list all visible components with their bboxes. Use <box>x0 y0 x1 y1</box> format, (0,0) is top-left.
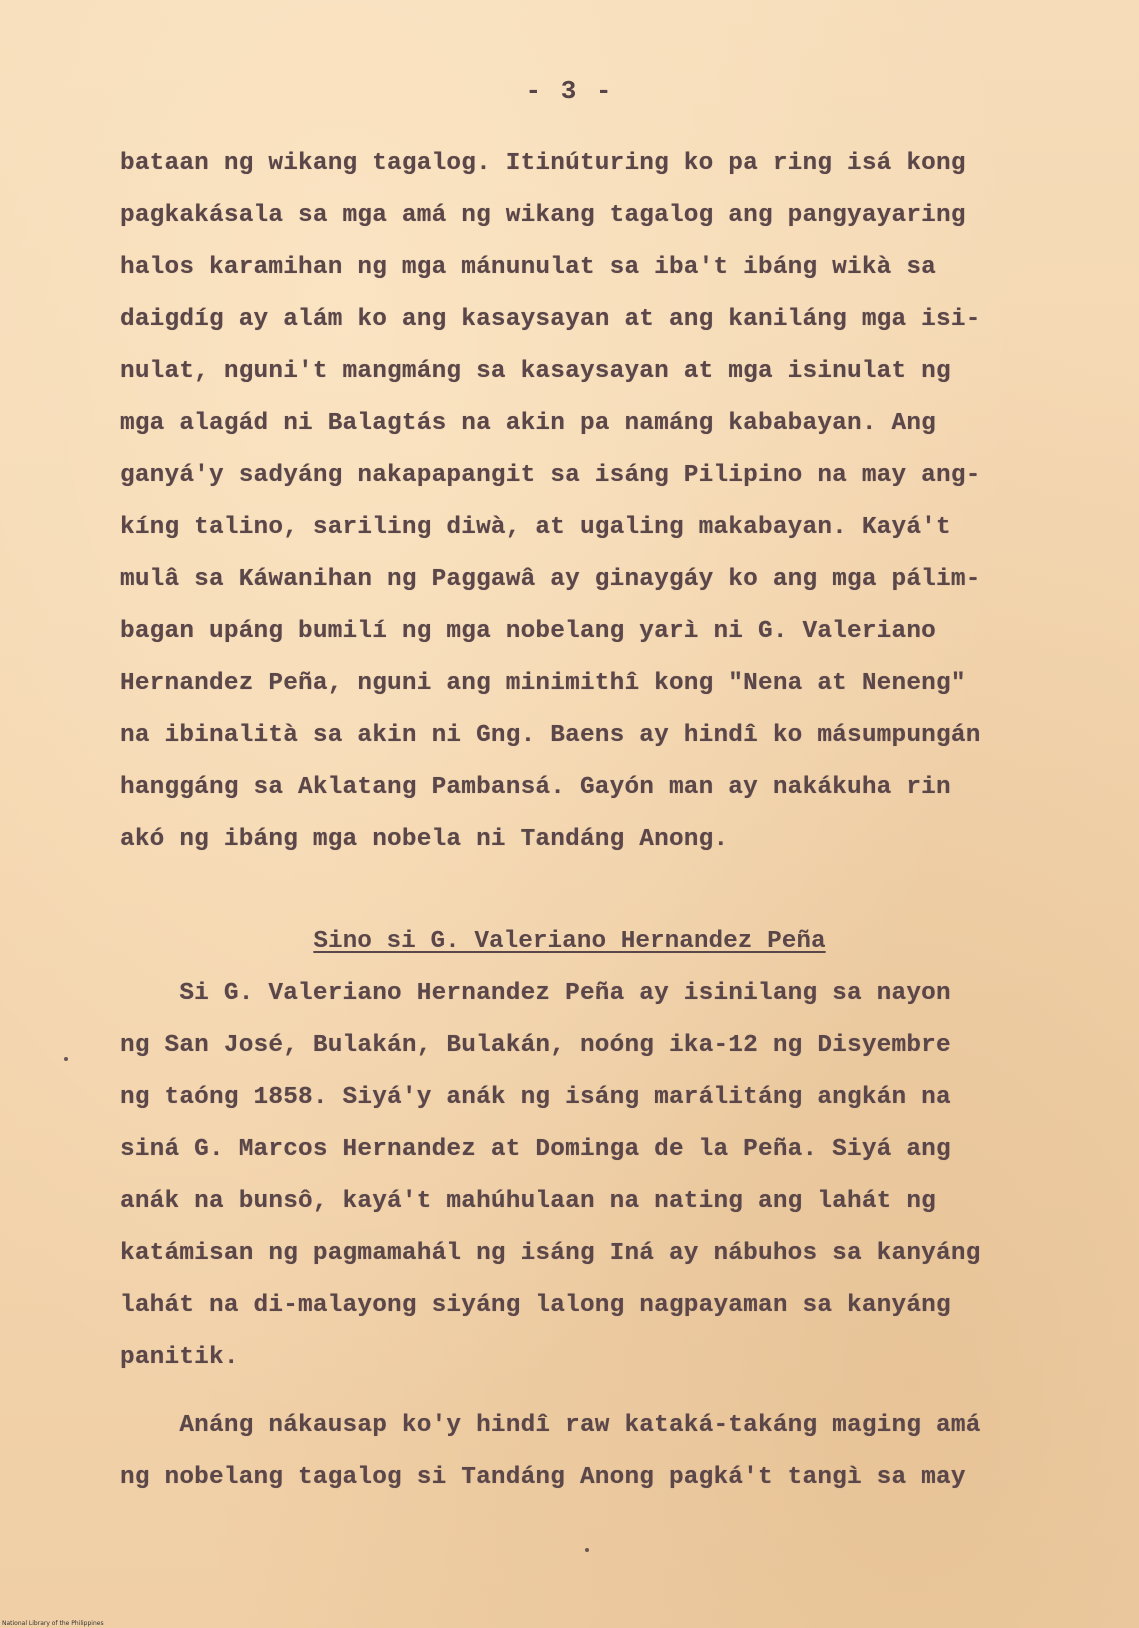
ink-speck <box>585 1548 589 1552</box>
text-line: na ibinalità sa akin ni Gng. Baens ay hindî ko másumpungán <box>120 722 981 749</box>
text-line: mulâ sa Káwanihan ng Paggawâ ay ginaygáy ko ang mga pálim- <box>120 566 981 593</box>
text-line: panitik. <box>120 1344 239 1371</box>
text-line: halos karamihan ng mga mánunulat sa iba't ibáng wikà sa <box>120 254 937 281</box>
text-line: siná G. Marcos Hernandez at Dominga de la Peña. Siyá ang <box>120 1136 951 1163</box>
text-line: pagkakásala sa mga amá ng wikang tagalog ang pangyayaring <box>120 202 966 229</box>
text-line: ng nobelang tagalog si Tandáng Anong pagká't tangì sa may <box>120 1464 966 1491</box>
text-line: anák na bunsô, kayá't mahúhulaan na nating ang lahát ng <box>120 1188 937 1215</box>
text-line: kíng talino, sariling diwà, at ugaling makabayan. Kayá't <box>120 514 951 541</box>
text-line: akó ng ibáng mga nobela ni Tandáng Anong. <box>120 826 729 853</box>
text-line: ng taóng 1858. Siyá'y anák ng isáng marálitáng angkán na <box>120 1084 951 1111</box>
text-line: ganyá'y sadyáng nakapapangit sa isáng Pilipino na may ang- <box>120 462 981 489</box>
text-line: ng San José, Bulakán, Bulakán, noóng ika-12 ng Disyembre <box>120 1032 951 1059</box>
text-line: hanggáng sa Aklatang Pambansá. Gayón man ay nakákuha rin <box>120 774 951 801</box>
text-line: bataan ng wikang tagalog. Itinúturing ko pa ring isá kong <box>120 150 966 177</box>
text-line: Hernandez Peña, nguni ang minimithî kong "Nena at Neneng" <box>120 670 966 697</box>
section-heading: Sino si G. Valeriano Hernandez Peña <box>313 928 826 955</box>
text-line: lahát na di-malayong siyáng lalong nagpayaman sa kanyáng <box>120 1292 951 1319</box>
ink-speck <box>64 1057 68 1061</box>
text-line: Si G. Valeriano Hernandez Peña ay isinilang sa nayon <box>120 980 951 1007</box>
text-line: daigdíg ay alám ko ang kasaysayan at ang kaniláng mga isi- <box>120 306 981 333</box>
text-line: nulat, nguni't mangmáng sa kasaysayan at mga isinulat ng <box>120 358 951 385</box>
text-line: Anáng nákausap ko'y hindî raw kataká-takáng maging amá <box>120 1412 981 1439</box>
text-line: katámisan ng pagmamahál ng isáng Iná ay nábuhos sa kanyáng <box>120 1240 981 1267</box>
page-number: - 3 - <box>525 76 614 106</box>
text-line: bagan upáng bumilí ng mga nobelang yarì ni G. Valeriano <box>120 618 937 645</box>
text-line: mga alagád ni Balagtás na akin pa namáng kababayan. Ang <box>120 410 937 437</box>
footer-credit: National Library of the Philippines <box>2 1620 104 1627</box>
